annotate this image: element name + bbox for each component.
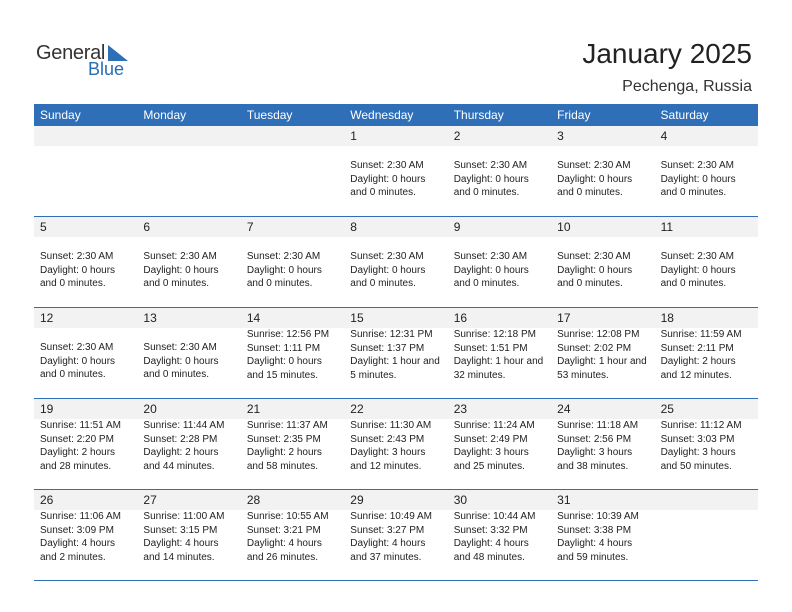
sun-info-line: Sunset: 3:09 PM bbox=[40, 524, 114, 536]
sun-info-line: Sunrise: 10:44 AM bbox=[453, 511, 536, 522]
sun-info-line: Sunset: 3:38 PM bbox=[557, 524, 632, 536]
sun-info-line: Sunset: 2:28 PM bbox=[143, 433, 218, 445]
sun-info-line: Sunset: 3:27 PM bbox=[350, 524, 425, 536]
sun-info bbox=[40, 328, 137, 382]
sun-info-line: Sunset: 2:30 AM bbox=[453, 251, 528, 262]
sun-info-line: Sunset: 2:30 AM bbox=[660, 160, 734, 171]
day-number: 26 bbox=[40, 493, 54, 507]
day-cell bbox=[34, 308, 137, 398]
day-cell bbox=[34, 399, 137, 489]
sun-info-line: and 0 minutes. bbox=[660, 278, 727, 289]
day-cell bbox=[137, 308, 240, 398]
day-cell bbox=[448, 308, 551, 398]
sun-info-line: Daylight: 2 hours bbox=[143, 447, 219, 458]
sun-info-line: and 0 minutes. bbox=[143, 278, 210, 289]
sun-info-line: Sunset: 3:21 PM bbox=[246, 524, 321, 536]
sun-info-line: Daylight: 3 hours bbox=[350, 447, 426, 458]
sun-info-line: Sunset: 2:02 PM bbox=[557, 342, 632, 354]
day-cell bbox=[655, 399, 758, 489]
sun-info bbox=[661, 328, 758, 382]
sun-info-line: Sunset: 2:30 AM bbox=[143, 251, 217, 262]
sun-info-line: Sunset: 2:30 AM bbox=[143, 342, 217, 353]
sun-info-line: Daylight: 0 hours bbox=[143, 355, 219, 367]
sun-info-line: Daylight: 0 hours bbox=[143, 264, 219, 276]
sun-info-line: and 14 minutes. bbox=[143, 551, 215, 563]
sun-info-line: Sunrise: 10:39 AM bbox=[557, 511, 639, 522]
sun-info-line: and 0 minutes. bbox=[40, 278, 106, 289]
sun-info bbox=[350, 510, 447, 564]
day-cell bbox=[551, 126, 654, 216]
week-row bbox=[34, 490, 758, 581]
sun-info-line: Sunset: 2:11 PM bbox=[660, 342, 734, 354]
day-cell bbox=[137, 399, 240, 489]
sun-info bbox=[143, 510, 240, 564]
sun-info bbox=[454, 146, 551, 200]
sun-info-line: Sunset: 1:11 PM bbox=[246, 342, 321, 354]
sun-info-line: Sunrise: 11:24 AM bbox=[453, 420, 535, 431]
sun-info-line: Daylight: 2 hours bbox=[660, 356, 736, 367]
sun-info bbox=[143, 419, 240, 473]
sun-info-line: and 15 minutes. bbox=[246, 369, 319, 381]
day-number: 25 bbox=[660, 402, 674, 416]
sun-info-line: Sunrise: 11:37 AM bbox=[246, 420, 328, 431]
logo-text-blue: Blue bbox=[88, 59, 125, 79]
day-number: 3 bbox=[557, 129, 564, 143]
sun-info bbox=[454, 328, 551, 382]
sun-info-line: Sunset: 2:35 PM bbox=[246, 433, 321, 445]
sun-info-line: Daylight: 0 hours bbox=[557, 264, 633, 276]
sun-info-line: Daylight: 0 hours bbox=[40, 264, 116, 276]
sun-info-line: Sunset: 2:30 AM bbox=[557, 160, 631, 171]
sun-info-line: Sunset: 2:30 AM bbox=[557, 251, 631, 262]
day-number: 16 bbox=[453, 311, 468, 325]
day-number: 6 bbox=[143, 220, 151, 234]
sun-info-line: Daylight: 0 hours bbox=[453, 264, 529, 276]
sun-info-line: Daylight: 0 hours bbox=[40, 355, 116, 367]
sun-info-line: and 0 minutes. bbox=[350, 187, 416, 198]
sun-info-line: and 12 minutes. bbox=[660, 369, 732, 381]
sun-info bbox=[40, 237, 137, 291]
day-number: 28 bbox=[246, 493, 261, 507]
weekday-wednesday: Wednesday bbox=[350, 108, 414, 122]
day-number: 20 bbox=[143, 402, 157, 416]
sun-info-line: and 44 minutes. bbox=[143, 460, 215, 472]
sun-info-line: Sunset: 2:49 PM bbox=[453, 433, 528, 445]
day-cell bbox=[448, 490, 551, 580]
sun-info-line: Sunrise: 10:55 AM bbox=[246, 511, 329, 522]
sun-info bbox=[350, 237, 447, 291]
day-number: 30 bbox=[453, 493, 468, 507]
sun-info-line: Daylight: 0 hours bbox=[453, 173, 529, 185]
sun-info-line: Sunrise: 12:08 PM bbox=[557, 329, 640, 340]
sun-info-line: Sunset: 3:03 PM bbox=[660, 433, 735, 445]
sun-info-line: and 26 minutes. bbox=[246, 551, 319, 563]
sun-info bbox=[557, 237, 654, 291]
sun-info-line: and 0 minutes. bbox=[40, 369, 106, 380]
sun-info-line: Daylight: 3 hours bbox=[660, 447, 736, 458]
day-number: 12 bbox=[40, 311, 54, 325]
day-number: 14 bbox=[246, 311, 261, 325]
day-cell bbox=[241, 217, 344, 307]
sun-info-line: Sunrise: 11:59 AM bbox=[660, 329, 742, 340]
sun-info-line: Sunrise: 12:56 PM bbox=[246, 329, 330, 340]
logo-text-general: General bbox=[36, 42, 106, 64]
sun-info-line: Sunset: 2:30 AM bbox=[40, 342, 114, 353]
sun-info-line: 53 minutes. bbox=[557, 369, 609, 381]
weekday-monday: Monday bbox=[143, 108, 187, 122]
weekday-saturday: Saturday bbox=[660, 108, 709, 122]
sun-info-line: Daylight: 0 hours bbox=[350, 264, 426, 276]
sun-info-line: Daylight: 1 hour and bbox=[453, 356, 544, 367]
day-cell bbox=[137, 217, 240, 307]
sun-info-line: Sunrise: 12:18 PM bbox=[453, 329, 536, 340]
day-number: 24 bbox=[557, 402, 571, 416]
sun-info-line: Daylight: 0 hours bbox=[660, 264, 736, 276]
day-cell bbox=[344, 126, 447, 216]
sun-info bbox=[350, 146, 447, 200]
sun-info bbox=[454, 510, 551, 564]
day-cell bbox=[655, 308, 758, 398]
sun-info bbox=[143, 237, 240, 291]
sun-info-line: Sunrise: 12:31 PM bbox=[350, 329, 433, 340]
day-cell bbox=[241, 490, 344, 580]
sun-info-line: and 48 minutes. bbox=[453, 551, 525, 563]
week-row bbox=[34, 308, 758, 399]
day-number: 10 bbox=[557, 220, 571, 234]
sun-info-line: Sunrise: 11:51 AM bbox=[40, 420, 121, 431]
day-number: 4 bbox=[660, 129, 668, 143]
sun-info bbox=[557, 419, 654, 473]
sun-info-line: Daylight: 0 hours bbox=[350, 173, 426, 185]
sun-info-line: and 28 minutes. bbox=[40, 460, 112, 472]
sun-info-line: Sunrise: 11:12 AM bbox=[660, 420, 742, 431]
day-cell bbox=[344, 490, 447, 580]
sun-info bbox=[40, 419, 137, 473]
sun-info-line: Sunrise: 11:00 AM bbox=[143, 511, 225, 522]
sun-info-line: and 0 minutes. bbox=[246, 278, 313, 289]
sun-info bbox=[454, 237, 551, 291]
sun-info-line: and 0 minutes. bbox=[557, 187, 623, 198]
sun-info-line: and 2 minutes. bbox=[40, 551, 106, 563]
sun-info-line: Daylight: 0 hours bbox=[246, 264, 322, 276]
day-cell bbox=[448, 217, 551, 307]
day-number: 1 bbox=[350, 129, 357, 143]
sun-info-line: Sunset: 3:32 PM bbox=[453, 524, 528, 536]
sun-info bbox=[143, 328, 240, 382]
sun-info-line: Sunset: 1:37 PM bbox=[350, 342, 425, 354]
day-cell bbox=[344, 217, 447, 307]
day-number: 13 bbox=[143, 311, 157, 325]
sun-info-line: Sunset: 1:51 PM bbox=[453, 342, 528, 354]
page-title: January 2025 bbox=[582, 38, 752, 69]
sun-info-line: Sunset: 2:56 PM bbox=[557, 433, 632, 445]
sun-info-line: Daylight: 0 hours bbox=[660, 173, 736, 185]
week-row bbox=[34, 399, 758, 490]
sun-info-line: Sunset: 2:30 AM bbox=[660, 251, 734, 262]
sun-info-line: and 12 minutes. bbox=[350, 460, 422, 472]
sun-info-line: and 50 minutes. bbox=[660, 460, 732, 472]
weekday-tuesday: Tuesday bbox=[246, 108, 293, 122]
day-cell bbox=[34, 490, 137, 580]
sun-info-line: 5 minutes. bbox=[350, 369, 397, 381]
sun-info-line: Daylight: 0 hours bbox=[557, 173, 633, 185]
day-number: 8 bbox=[350, 220, 357, 234]
day-cell bbox=[655, 217, 758, 307]
sun-info bbox=[350, 419, 447, 473]
sun-info bbox=[557, 146, 654, 200]
sun-info-line: Daylight: 0 hours bbox=[246, 356, 322, 367]
sun-info bbox=[661, 146, 758, 200]
sun-info bbox=[247, 237, 344, 291]
sun-info-line: and 38 minutes. bbox=[557, 460, 629, 472]
sun-info-line: Sunrise: 11:18 AM bbox=[557, 420, 639, 431]
day-cell bbox=[551, 308, 654, 398]
day-number: 15 bbox=[350, 311, 364, 325]
sun-info-line: Daylight: 4 hours bbox=[350, 538, 426, 549]
calendar-grid bbox=[34, 104, 758, 581]
sun-info-line: and 0 minutes. bbox=[557, 278, 623, 289]
day-number: 31 bbox=[557, 493, 571, 507]
sun-info bbox=[350, 328, 447, 382]
day-cell bbox=[34, 217, 137, 307]
sun-info-line: Daylight: 2 hours bbox=[246, 447, 322, 458]
day-cell bbox=[551, 399, 654, 489]
weekday-thursday: Thursday bbox=[453, 108, 504, 122]
day-number: 19 bbox=[40, 402, 54, 416]
day-number: 9 bbox=[453, 220, 461, 234]
sun-info-line: and 0 minutes. bbox=[453, 187, 520, 198]
sun-info bbox=[247, 328, 344, 382]
sun-info-line: Sunrise: 11:44 AM bbox=[143, 420, 225, 431]
day-number: 21 bbox=[246, 402, 261, 416]
day-number: 27 bbox=[143, 493, 157, 507]
week-row bbox=[34, 217, 758, 308]
day-cell bbox=[241, 399, 344, 489]
day-number: 23 bbox=[453, 402, 468, 416]
sun-info-line: and 0 minutes. bbox=[350, 278, 416, 289]
day-cell bbox=[137, 490, 240, 580]
day-number: 5 bbox=[40, 220, 47, 234]
sun-info-line: Daylight: 3 hours bbox=[557, 447, 633, 458]
sun-info-line: Sunrise: 11:06 AM bbox=[40, 511, 121, 522]
sun-info bbox=[247, 419, 344, 473]
day-cell bbox=[241, 308, 344, 398]
day-number: 11 bbox=[660, 220, 674, 234]
sun-info-line: Daylight: 4 hours bbox=[453, 538, 529, 549]
sun-info-line: and 59 minutes. bbox=[557, 551, 629, 563]
sun-info-line: and 25 minutes. bbox=[453, 460, 525, 472]
sun-info-line: and 37 minutes. bbox=[350, 551, 422, 563]
sun-info-line: Sunset: 2:30 AM bbox=[246, 251, 321, 262]
week-row bbox=[34, 126, 758, 217]
day-number: 2 bbox=[453, 129, 461, 143]
sun-info-line: Daylight: 4 hours bbox=[40, 538, 116, 549]
sun-info-line: Sunset: 2:30 AM bbox=[40, 251, 114, 262]
day-cell bbox=[551, 490, 654, 580]
weekday-friday: Friday bbox=[557, 108, 591, 122]
sun-info bbox=[661, 419, 758, 473]
sun-info bbox=[557, 328, 654, 382]
sun-info-line: Sunset: 2:30 AM bbox=[350, 160, 424, 171]
sun-info-line: Daylight: 1 hour and bbox=[350, 356, 440, 367]
sun-info-line: and 0 minutes. bbox=[143, 369, 210, 380]
day-cell bbox=[448, 399, 551, 489]
sun-info-line: Sunset: 2:30 AM bbox=[453, 160, 528, 171]
sun-info-line: Daylight: 2 hours bbox=[40, 447, 116, 458]
sun-info-line: Sunset: 3:15 PM bbox=[143, 524, 218, 536]
sun-info-line: Sunset: 2:20 PM bbox=[40, 433, 114, 445]
day-cell bbox=[344, 308, 447, 398]
sun-info bbox=[557, 510, 654, 564]
sun-info-line: and 0 minutes. bbox=[660, 187, 727, 198]
sun-info-line: Daylight: 3 hours bbox=[453, 447, 529, 458]
sun-info-line: 32 minutes. bbox=[453, 369, 506, 381]
generalblue-logo bbox=[36, 42, 136, 82]
sun-info-line: Daylight: 4 hours bbox=[246, 538, 322, 549]
weekday-sunday: Sunday bbox=[40, 108, 81, 122]
sun-info-line: Sunrise: 10:49 AM bbox=[350, 511, 432, 522]
sun-info bbox=[40, 510, 137, 564]
sun-info-line: and 58 minutes. bbox=[246, 460, 319, 472]
day-number: 22 bbox=[350, 402, 364, 416]
day-number: 29 bbox=[350, 493, 364, 507]
sun-info-line: and 0 minutes. bbox=[453, 278, 520, 289]
day-cell bbox=[655, 126, 758, 216]
day-cell bbox=[448, 126, 551, 216]
location-label: Pechenga, Russia bbox=[622, 78, 752, 95]
day-number: 17 bbox=[557, 311, 571, 325]
sun-info-line: Daylight: 4 hours bbox=[557, 538, 633, 549]
sun-info bbox=[454, 419, 551, 473]
sun-info-line: Sunset: 2:30 AM bbox=[350, 251, 424, 262]
sun-info bbox=[661, 237, 758, 291]
sun-info-line: Daylight: 4 hours bbox=[143, 538, 219, 549]
sun-info-line: Sunset: 2:43 PM bbox=[350, 433, 425, 445]
day-number: 18 bbox=[660, 311, 674, 325]
sun-info bbox=[247, 510, 344, 564]
sun-info-line: Sunrise: 11:30 AM bbox=[350, 420, 432, 431]
day-number: 7 bbox=[246, 220, 254, 234]
sun-info-line: Daylight: 1 hour and bbox=[557, 356, 647, 367]
day-cell bbox=[551, 217, 654, 307]
weekday-header bbox=[34, 104, 758, 126]
day-cell bbox=[344, 399, 447, 489]
